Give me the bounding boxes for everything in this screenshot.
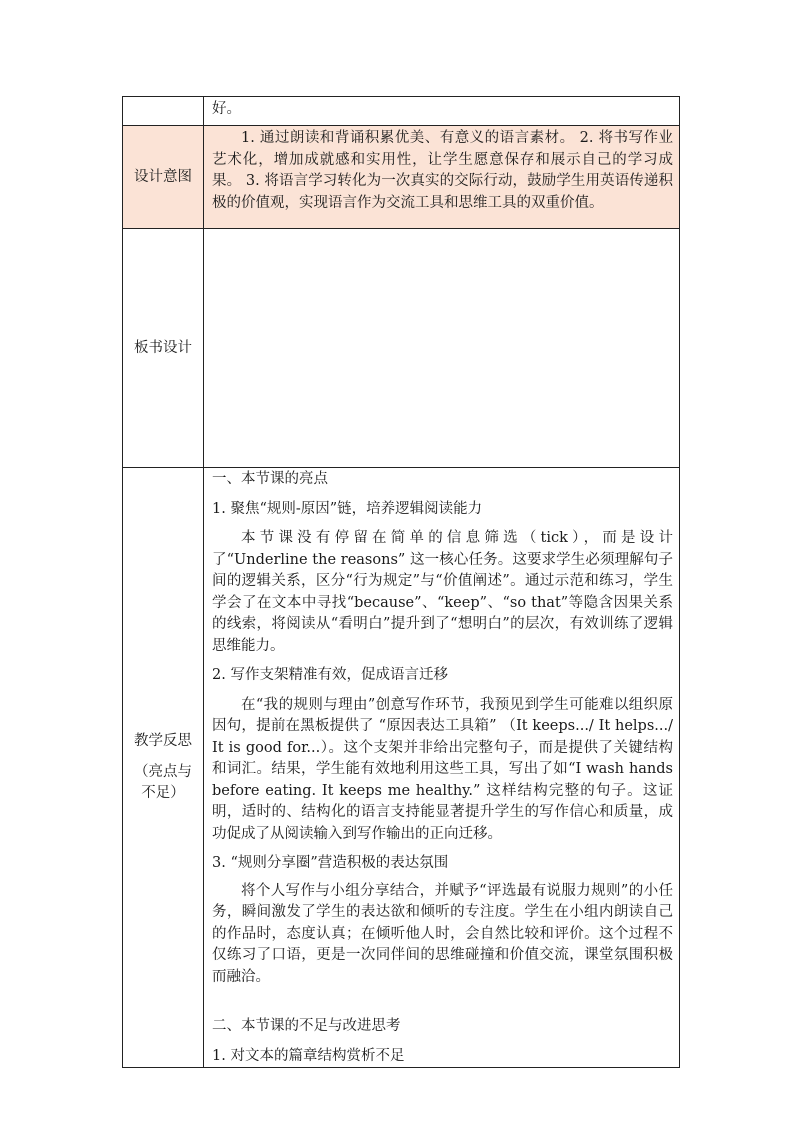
reflection-label-sub: （亮点与不足） <box>134 764 192 801</box>
lesson-plan-table <box>122 96 680 1068</box>
point-1-title: 1. 聚焦“规则-原因”链，培养逻辑阅读能力 <box>212 500 483 517</box>
row-continuation <box>123 97 680 126</box>
reflection-label <box>123 468 204 1068</box>
point-3-body: 将个人写作与小组分享结合，并赋予“评选最有说服力规则”的小任务，瞬间激发了学生的表达欲和倾听的专注度。学生在小组内朗读自己的作品时，态度认真；在倾听他人时，会自然比较和评价。这个过程不仅练习了口语，更是一次同伴间的思维碰撞和价值交流，课堂氛围积极而融洽。 <box>212 882 673 985</box>
point-1-body: 本节课没有停留在简单的信息筛选（tick），而是设计了“Underline the reasons” 这一核心任务。这要求学生必须理解句子间的逻辑关系，区分“行为规定”与“价值阐述”。通过示范和练习，学生学会了在文本中寻找“because”、“keep”、“so that”等隐含因果关系的线索，将阅读从“看明白”提升到了“想明白”的层次，有效训练了逻辑思维能力。 <box>212 530 673 654</box>
continuation-text: 好。 <box>212 101 241 117</box>
reflection-label-main: 教学反思 <box>134 733 192 749</box>
row-design-intent <box>123 126 680 229</box>
design-intent-label: 设计意图 <box>123 126 204 229</box>
point-2-title: 2. 写作支架精准有效，促成语言迁移 <box>212 667 448 683</box>
row-board-design <box>123 229 680 468</box>
design-intent-content <box>204 126 680 229</box>
board-design-content <box>204 229 680 468</box>
section-shortcomings-title: 二、本节课的不足与改进思考 <box>212 1018 401 1034</box>
board-design-label: 板书设计 <box>123 229 204 468</box>
point-4-title: 1. 对文本的篇章结构赏析不足 <box>212 1047 405 1064</box>
continuation-label-cell <box>123 97 204 126</box>
reflection-content <box>204 468 680 1068</box>
lesson-plan-page <box>122 96 680 1068</box>
design-intent-text: 1. 通过朗读和背诵积累优美、有意义的语言素材。 2. 将书写作业艺术化，增加成就感和实用性，让学生愿意保存和展示自己的学习成果。 3. 将语言学习转化为一次真实的交际行动，鼓励学生用英语传递积极的价值观，实现语言作为交流工具和思维工具的双重价值。 <box>212 130 673 211</box>
section-highlights-title: 一、本节课的亮点 <box>212 471 328 487</box>
continuation-content-cell <box>204 97 680 126</box>
row-teaching-reflection <box>123 468 680 1068</box>
point-3-title: 3. “规则分享圈”营造积极的表达氛围 <box>212 855 449 871</box>
point-2-body: 在“我的规则与理由”创意写作环节，我预见到学生可能难以组织原因句，提前在黑板提供了 “原因表达工具箱” （It keeps.../ It helps.../ It is good for...）。这个支架并非给出完整句子，而是提供了关键结构和词汇。结果，学生能有效地利用这些工具，写出了如“I wash hands before eating. It keeps me healthy.” 这样结构完整的句子。这证明，适时的、结构化的语言支持能显著提升学生的写作信心和质量，成功促成了从阅读输入到写作输出的正向迁移。 <box>212 696 673 842</box>
